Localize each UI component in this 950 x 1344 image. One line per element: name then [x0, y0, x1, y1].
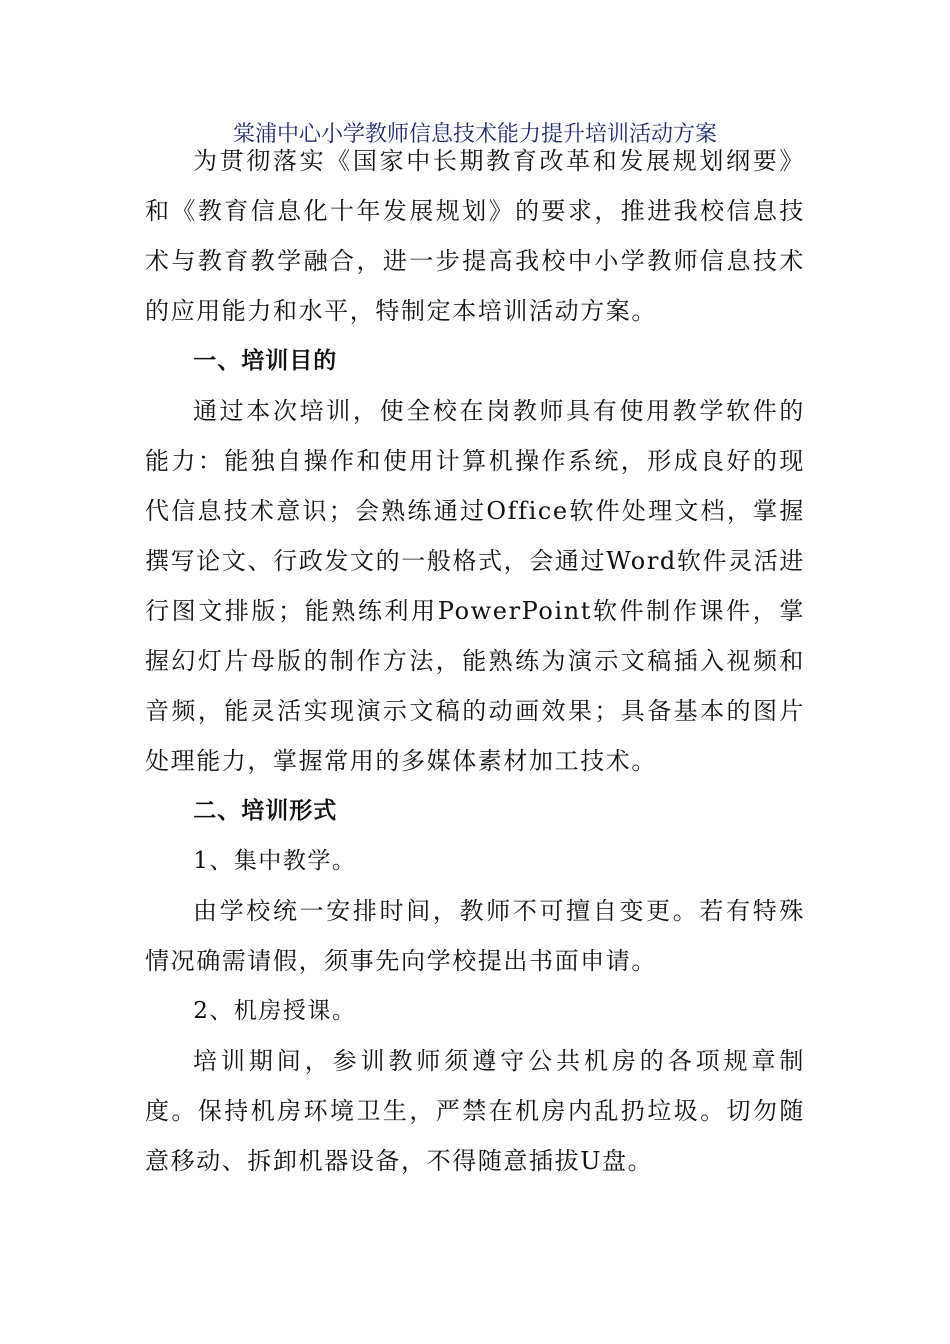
section-heading-format: 二、培训形式 [193, 798, 338, 824]
intro-paragraph: 为贯彻落实《国家中长期教育改革和发展规划纲要》和《教育信息化十年发展规划》的要求，推进我校信息技术与教育教学融合，进一步提高我校中小学教师信息技术的应用能力和水平，特制定本培训活动方案。 [145, 147, 805, 325]
format-item-1-title: 1、集中教学。 [193, 848, 357, 874]
format-item-2-paragraph: 培训期间，参训教师须遵守公共机房的各项规章制度。保持机房环境卫生，严禁在机房内乱扔垃圾。切勿随意移动、拆卸机器设备，不得随意插拔U盘。 [145, 1047, 805, 1175]
document-body [145, 136, 805, 1186]
section-heading-purpose: 一、培训目的 [193, 348, 338, 374]
format-item-1-paragraph: 由学校统一安排时间，教师不可擅自变更。若有特殊情况确需请假，须事先向学校提出书面申请。 [145, 897, 805, 975]
document-title: 棠浦中心小学教师信息技术能力提升培训活动方案 [232, 122, 717, 147]
purpose-paragraph: 通过本次培训，使全校在岗教师具有使用教学软件的能力：能独自操作和使用计算机操作系统，形成良好的现代信息技术意识；会熟练通过Office软件处理文档，掌握撰写论文、行政发文的一般格式，会通过Word软件灵活进行图文排版；能熟练利用PowerPoint软件制作课件，掌握幻灯片母版的制作方法，能熟练为演示文稿插入视频和音频，能灵活实现演示文稿的动画效果；具备基本的图片处理能力，掌握常用的多媒体素材加工技术。 [145, 397, 805, 775]
format-item-2-title: 2、机房授课。 [193, 998, 357, 1024]
